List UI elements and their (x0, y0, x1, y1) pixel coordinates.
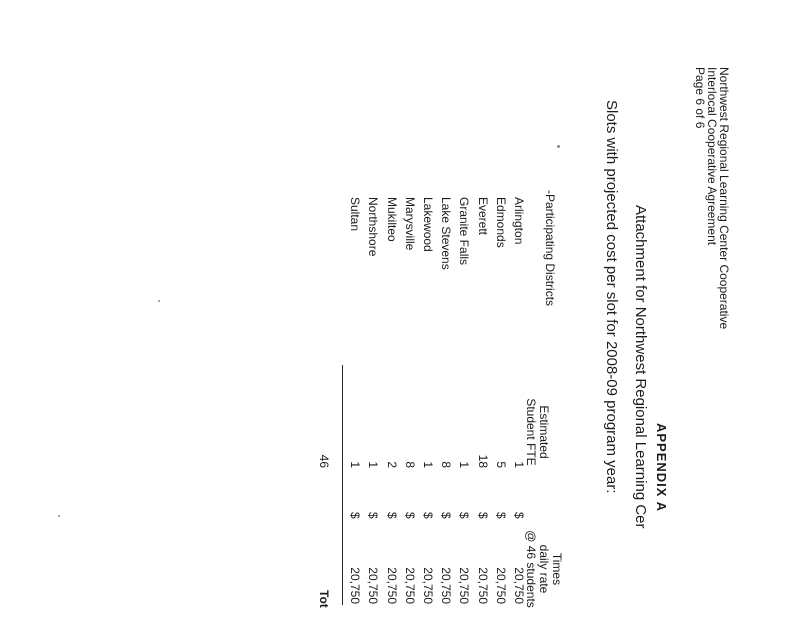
rate-value: 20,750 (494, 567, 508, 604)
currency-symbol: $ (457, 512, 471, 519)
column-header-fte-line1: Estimated (537, 405, 551, 459)
district-name: Lakewood (421, 197, 435, 252)
column-header-fte (524, 386, 550, 478)
header-agreement-title: Interlocal Cooperative Agreement (705, 67, 719, 246)
scan-speck (158, 300, 160, 302)
currency-symbol: $ (366, 512, 380, 519)
header-page-number: Page 6 of 6 (693, 67, 707, 129)
column-header-rate-line2: daily rate (537, 544, 551, 594)
scan-speck (58, 515, 60, 517)
rate-value: 20,750 (421, 567, 435, 604)
rate-value: 20,750 (512, 567, 526, 604)
column-header-districts (543, 190, 556, 306)
fte-value: 2 (385, 461, 399, 468)
total-fte: 46 (317, 454, 331, 468)
fte-value: 8 (403, 461, 417, 468)
rate-value: 20,750 (385, 567, 399, 604)
currency-symbol: $ (512, 512, 526, 519)
fte-value: 1 (457, 461, 471, 468)
header-dash: - (543, 190, 557, 194)
total-rule (342, 365, 343, 605)
column-header-rate (524, 520, 563, 618)
total-label: Tot (317, 590, 331, 608)
currency-symbol: $ (385, 512, 399, 519)
column-header-rate-line1: Times (550, 552, 564, 586)
district-name: Northshore (366, 197, 380, 257)
scan-speck (557, 145, 560, 148)
district-name: Everett (476, 197, 490, 236)
fte-value: 1 (512, 461, 526, 468)
column-header-fte-line2: Student FTE (524, 398, 538, 466)
district-name: Mukilteo (385, 197, 399, 242)
district-name: Lake Stevens (439, 197, 453, 270)
rate-value: 20,750 (348, 567, 362, 604)
currency-symbol: $ (403, 512, 417, 519)
fte-value: 1 (421, 461, 435, 468)
attachment-title: Attachment for Northwest Regional Learning Cer (632, 205, 649, 529)
rate-value: 20,750 (366, 567, 380, 604)
district-name: Sultan (348, 197, 362, 232)
fte-value: 1 (348, 461, 362, 468)
currency-symbol: $ (348, 512, 362, 519)
district-name: Edmonds (494, 197, 508, 248)
fte-value: 1 (366, 461, 380, 468)
currency-symbol: $ (439, 512, 453, 519)
rate-value: 20,750 (457, 567, 471, 604)
currency-symbol: $ (421, 512, 435, 519)
fte-value: 18 (476, 454, 490, 468)
currency-symbol: $ (494, 512, 508, 519)
appendix-title: APPENDIX A (654, 423, 669, 512)
rate-value: 20,750 (439, 567, 453, 604)
column-header-districts-label: Participating Districts (543, 194, 557, 307)
subtitle: Slots with projected cost per slot for 2008-09 program year: (603, 100, 620, 494)
column-header-rate-line3: @ 46 students (524, 530, 538, 608)
fte-value: 5 (494, 461, 508, 468)
fte-value: 8 (439, 461, 453, 468)
header-org-name: Northwest Regional Learning Center Cooperative (717, 67, 731, 330)
rate-value: 20,750 (403, 567, 417, 604)
currency-symbol: $ (476, 512, 490, 519)
rate-value: 20,750 (476, 567, 490, 604)
district-name: Arlington (512, 197, 526, 245)
district-name: Granite Falls (457, 197, 471, 266)
district-name: Marysville (403, 197, 417, 251)
